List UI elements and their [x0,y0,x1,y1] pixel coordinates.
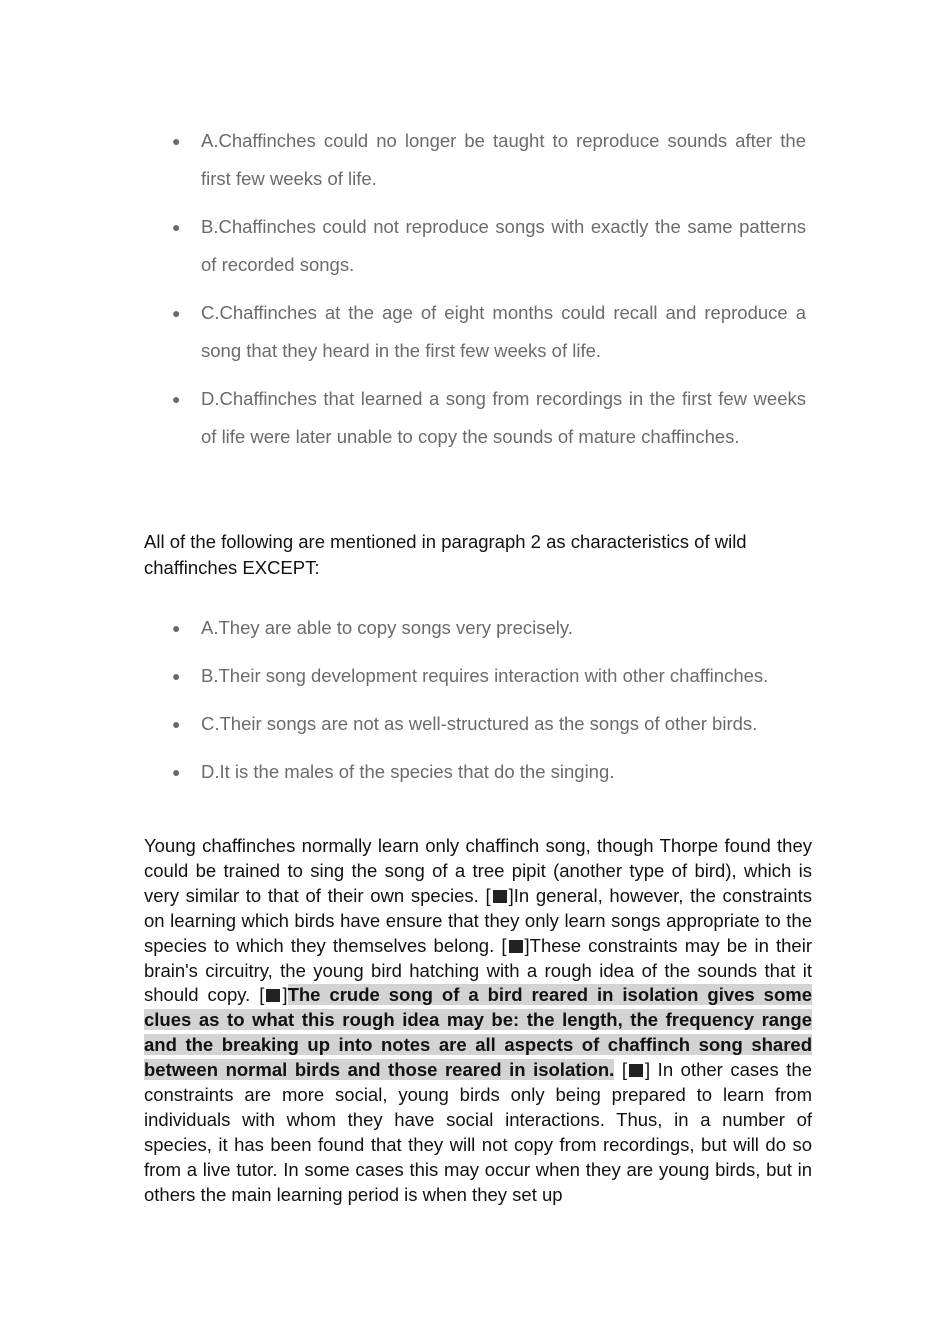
question2-option-list [144,609,806,801]
bullet-icon: ● [172,219,181,235]
option-text: A.Chaffinches could no longer be taught to reproduce sounds after the first few weeks of life. [201,130,806,189]
option-text: B.Their song development requires interaction with other chaffinches. [201,665,769,686]
reading-passage [144,834,812,1208]
bullet-icon: ● [172,305,181,321]
question1-option-c[interactable] [144,294,806,370]
insertion-square-icon[interactable] [493,890,507,903]
passage-text: ]In general, however, the constraints on learning which birds have ensure that they only learn songs appropriate to the species to which they themselves belong. [ [144,884,813,956]
insertion-square-icon[interactable] [629,1064,643,1077]
option-text: C.Their songs are not as well-structured as the songs of other birds. [201,713,758,734]
passage-text: Young chaffinches normally learn only chaffinch song, though Thorpe found they could be trained to sing the song of a tree pipit (another type of bird), which is very similar to that of their own species. [ [144,835,812,906]
bullet-icon: ● [172,764,181,780]
highlighted-sentence: The crude song of a bird reared in isolation gives some clues as to what this rough idea may be: the length, the frequency range and the breaking up into notes are all aspects of chaffinch song shared between normal birds and those reared in isolation. [144,984,813,1081]
bullet-icon: ● [172,620,181,636]
bullet-icon: ● [172,133,181,149]
option-text: D.It is the males of the species that do the singing. [201,761,615,782]
option-text: C.Chaffinches at the age of eight months could recall and reproduce a song that they heard in the first few weeks of life. [201,302,806,361]
option-text: D.Chaffinches that learned a song from recordings in the first few weeks of life were later unable to copy the sounds of mature chaffinches. [201,388,806,447]
passage-text: [ [621,1059,627,1081]
question2-option-b[interactable] [144,657,806,695]
question1-option-b[interactable] [144,208,806,284]
passage-text: ]These constraints may be in their brain's circuitry, the young bird hatching with a rough idea of the sounds that it should copy. [ [144,934,812,1006]
question2-option-d[interactable] [144,753,806,791]
bullet-icon: ● [172,391,181,407]
question1-option-a[interactable] [144,122,806,198]
insertion-square-icon[interactable] [266,989,280,1002]
option-text: B.Chaffinches could not reproduce songs with exactly the same patterns of recorded songs. [201,216,806,275]
bullet-icon: ● [172,668,181,684]
bullet-icon: ● [172,716,181,732]
insertion-square-icon[interactable] [509,940,523,953]
question2-prompt: All of the following are mentioned in paragraph 2 as characteristics of wild chaffinches EXCEPT: [144,531,747,578]
question2-option-a[interactable] [144,609,806,647]
passage-text: ] [282,984,288,1006]
question2-option-c[interactable] [144,705,806,743]
question1-option-list [144,122,806,466]
passage-text: ] In other cases the constraints are more social, young birds only being prepared to learn from individuals with whom they have social interactions. Thus, in a number of species, it has been found that they will not copy from recordings, but will do so from a live tutor. In some cases this may occur when they are young birds, but in others the main learning period is when they set up [144,1059,813,1205]
question1-option-d[interactable] [144,380,806,456]
option-text: A.They are able to copy songs very precisely. [201,617,573,638]
